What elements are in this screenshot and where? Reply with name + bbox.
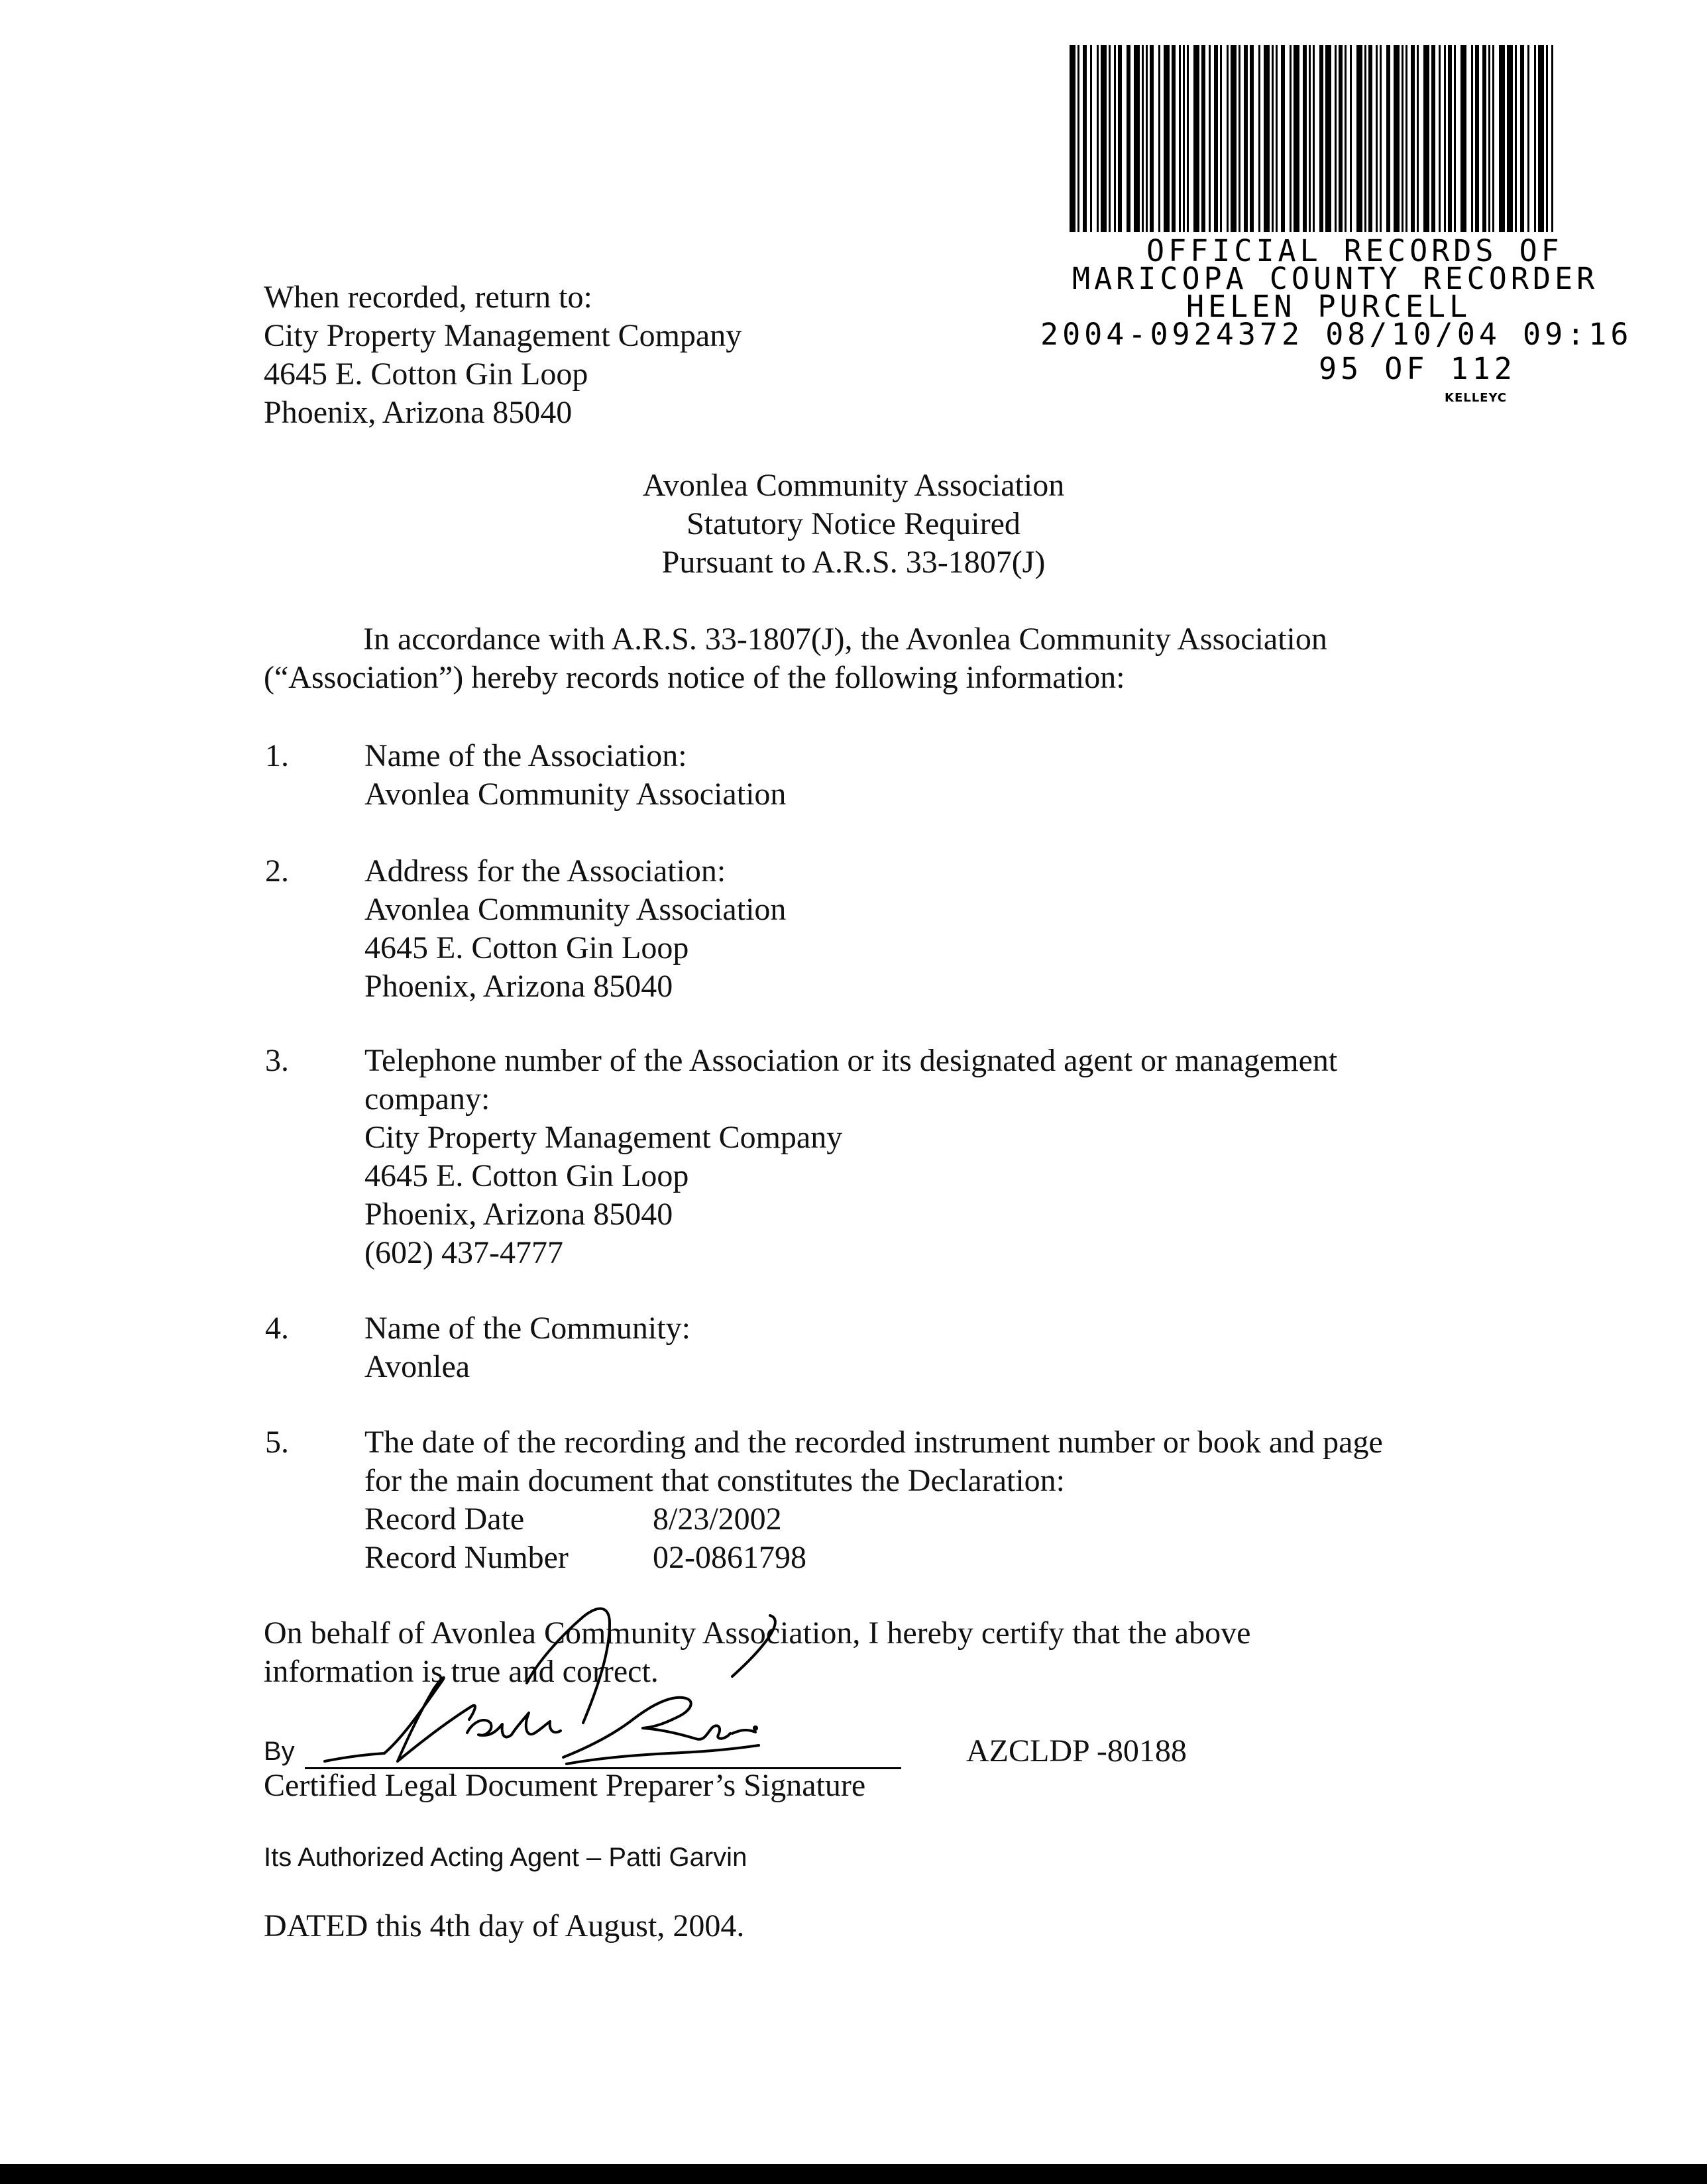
- barcode-bar: [1345, 45, 1347, 232]
- scan-bottom-edge: [0, 2164, 1707, 2184]
- barcode-bar: [1350, 45, 1352, 232]
- barcode-bar: [1527, 45, 1529, 232]
- barcode-bar: [1281, 45, 1285, 232]
- recorder-stamp: [1040, 45, 1633, 416]
- barcode-bar: [1303, 45, 1307, 232]
- return-to-company: City Property Management Company: [264, 318, 742, 353]
- item-2-line-3: 4645 E. Cotton Gin Loop: [364, 930, 689, 965]
- barcode-bar: [1454, 45, 1456, 232]
- license-number: AZCLDP -80188: [966, 1733, 1187, 1769]
- barcode-bar: [1492, 45, 1494, 232]
- stamp-line-official-records: OFFICIAL RECORDS OF: [1146, 233, 1563, 268]
- barcode-bar: [1394, 45, 1400, 232]
- barcode-bar: [1101, 45, 1107, 232]
- barcode-bar: [1070, 45, 1075, 232]
- barcode-bar: [1339, 45, 1343, 232]
- item-4-line-2: Avonlea: [364, 1349, 470, 1384]
- barcode-bar: [1546, 45, 1548, 232]
- barcode-bar: [1258, 45, 1260, 232]
- record-date-value: 8/23/2002: [653, 1502, 782, 1537]
- barcode-bar: [1520, 45, 1524, 232]
- item-3-number: 3.: [265, 1043, 289, 1078]
- preparer-signature-caption: Certified Legal Document Preparer’s Signature: [264, 1768, 866, 1803]
- certification-line-2: information is true and correct.: [264, 1654, 659, 1689]
- barcode-bar: [1368, 45, 1372, 232]
- item-2-number: 2.: [265, 853, 289, 889]
- barcode-bar: [1499, 45, 1505, 232]
- barcode-bar: [1227, 45, 1229, 232]
- stamp-line-recorder-name: HELEN PURCELL: [1186, 289, 1472, 324]
- barcode-bar: [1335, 45, 1337, 232]
- intro-line-1: In accordance with A.R.S. 33-1807(J), the Avonlea Community Association: [363, 622, 1327, 657]
- barcode-bar: [1209, 45, 1211, 232]
- barcode-bar: [1475, 45, 1479, 232]
- barcode-bar: [1482, 45, 1486, 232]
- barcode-bar: [1444, 45, 1446, 232]
- stamp-line-county-recorder: MARICOPA COUNTY RECORDER: [1072, 261, 1599, 296]
- barcode-bar: [1134, 45, 1140, 232]
- barcode-bar: [1083, 45, 1087, 232]
- barcode: [1067, 45, 1557, 232]
- barcode-bar: [1179, 45, 1181, 232]
- barcode-bar: [1411, 45, 1415, 232]
- item-4-number: 4.: [265, 1311, 289, 1346]
- barcode-bar: [1127, 45, 1130, 232]
- barcode-bar: [1142, 45, 1144, 232]
- barcode-bar: [1114, 45, 1116, 232]
- item-3-line-5: Phoenix, Arizona 85040: [364, 1197, 673, 1232]
- title-association: Avonlea Community Association: [642, 468, 1065, 503]
- barcode-bar: [1488, 45, 1490, 232]
- barcode-bar: [1471, 45, 1473, 232]
- barcode-bar: [1325, 45, 1331, 232]
- barcode-bar: [1193, 45, 1199, 232]
- stamp-clerk-id: KELLEYC: [1445, 391, 1508, 405]
- barcode-bar: [1309, 45, 1311, 232]
- record-number-label: Record Number: [364, 1540, 569, 1575]
- item-5-number: 5.: [265, 1425, 289, 1460]
- barcode-bar: [1231, 45, 1237, 232]
- item-3-line-1: Telephone number of the Association or its designated agent or management: [364, 1043, 1338, 1078]
- barcode-bar: [1538, 45, 1544, 232]
- record-number-value: 02-0861798: [653, 1540, 806, 1575]
- barcode-bar: [1220, 45, 1222, 232]
- item-2-line-1: Address for the Association:: [364, 853, 726, 889]
- item-3-line-4: 4645 E. Cotton Gin Loop: [364, 1158, 689, 1193]
- barcode-bar: [1239, 45, 1240, 232]
- barcode-bar: [1417, 45, 1419, 232]
- barcode-bar: [1356, 45, 1362, 232]
- barcode-bar: [1244, 45, 1248, 232]
- authorized-agent-line: Its Authorized Acting Agent – Patti Garvin: [264, 1843, 747, 1872]
- barcode-bar: [1250, 45, 1254, 232]
- item-2-line-2: Avonlea Community Association: [364, 892, 787, 927]
- item-5-line-2: for the main document that constitutes the Declaration:: [364, 1463, 1066, 1498]
- barcode-bar: [1294, 45, 1299, 232]
- barcode-bar: [1386, 45, 1390, 232]
- barcode-bar: [1380, 45, 1382, 232]
- item-3-line-6: (602) 437-4777: [364, 1235, 563, 1270]
- by-label: By: [264, 1737, 295, 1766]
- barcode-bar: [1364, 45, 1366, 232]
- barcode-bar: [1376, 45, 1378, 232]
- barcode-bar: [1276, 45, 1278, 232]
- barcode-bar: [1507, 45, 1513, 232]
- return-to-city: Phoenix, Arizona 85040: [264, 395, 573, 430]
- barcode-bar: [1313, 45, 1315, 232]
- barcode-bar: [1118, 45, 1122, 232]
- barcode-bar: [1097, 45, 1099, 232]
- barcode-bar: [1551, 45, 1553, 232]
- certification-line-1: On behalf of Avonlea Community Association, I hereby certify that the above: [264, 1615, 1251, 1651]
- dated-line: DATED this 4th day of August, 2004.: [264, 1908, 745, 1943]
- barcode-bar: [1150, 45, 1154, 232]
- barcode-bar: [1264, 45, 1270, 232]
- barcode-bar: [1405, 45, 1407, 232]
- barcode-bar: [1172, 45, 1176, 232]
- barcode-bar: [1423, 45, 1429, 232]
- return-to-street: 4645 E. Cotton Gin Loop: [264, 356, 588, 392]
- record-date-label: Record Date: [364, 1502, 525, 1537]
- barcode-bar: [1158, 45, 1160, 232]
- item-3-line-2: company:: [364, 1081, 490, 1117]
- barcode-bar: [1460, 45, 1466, 232]
- barcode-bar: [1439, 45, 1441, 232]
- barcode-bar: [1109, 45, 1111, 232]
- handwritten-signature: [298, 1584, 828, 1796]
- item-3-line-3: City Property Management Company: [364, 1120, 843, 1155]
- barcode-bar: [1077, 45, 1079, 232]
- barcode-bar: [1187, 45, 1189, 232]
- item-2-line-4: Phoenix, Arizona 85040: [364, 969, 673, 1004]
- barcode-bar: [1201, 45, 1205, 232]
- barcode-bar: [1146, 45, 1148, 232]
- intro-line-2: (“Association”) hereby records notice of the following information:: [264, 660, 1125, 695]
- barcode-bar: [1290, 45, 1292, 232]
- barcode-bar: [1272, 45, 1274, 232]
- item-1-line-1: Name of the Association:: [364, 738, 687, 773]
- barcode-bar: [1183, 45, 1185, 232]
- stamp-line-recording-number: 2004-0924372 08/10/04 09:16: [1040, 317, 1633, 352]
- title-statutory-notice: Statutory Notice Required: [687, 506, 1020, 541]
- barcode-bar: [1090, 45, 1092, 232]
- item-1-number: 1.: [265, 738, 289, 773]
- item-1-line-2: Avonlea Community Association: [364, 777, 787, 812]
- barcode-bar: [1164, 45, 1170, 232]
- barcode-bar: [1431, 45, 1435, 232]
- barcode-bar: [1448, 45, 1452, 232]
- barcode-bar: [1534, 45, 1536, 232]
- barcode-bar: [1515, 45, 1517, 232]
- return-to-heading: When recorded, return to:: [264, 280, 592, 315]
- barcode-bar: [1214, 45, 1218, 232]
- title-statute: Pursuant to A.R.S. 33-1807(J): [661, 545, 1046, 580]
- barcode-bar: [1402, 45, 1404, 232]
- item-4-line-1: Name of the Community:: [364, 1311, 690, 1346]
- item-5-line-1: The date of the recording and the recorded instrument number or book and page: [364, 1425, 1383, 1460]
- barcode-bar: [1319, 45, 1323, 232]
- stamp-line-page-count: 95 OF 112: [1319, 351, 1516, 386]
